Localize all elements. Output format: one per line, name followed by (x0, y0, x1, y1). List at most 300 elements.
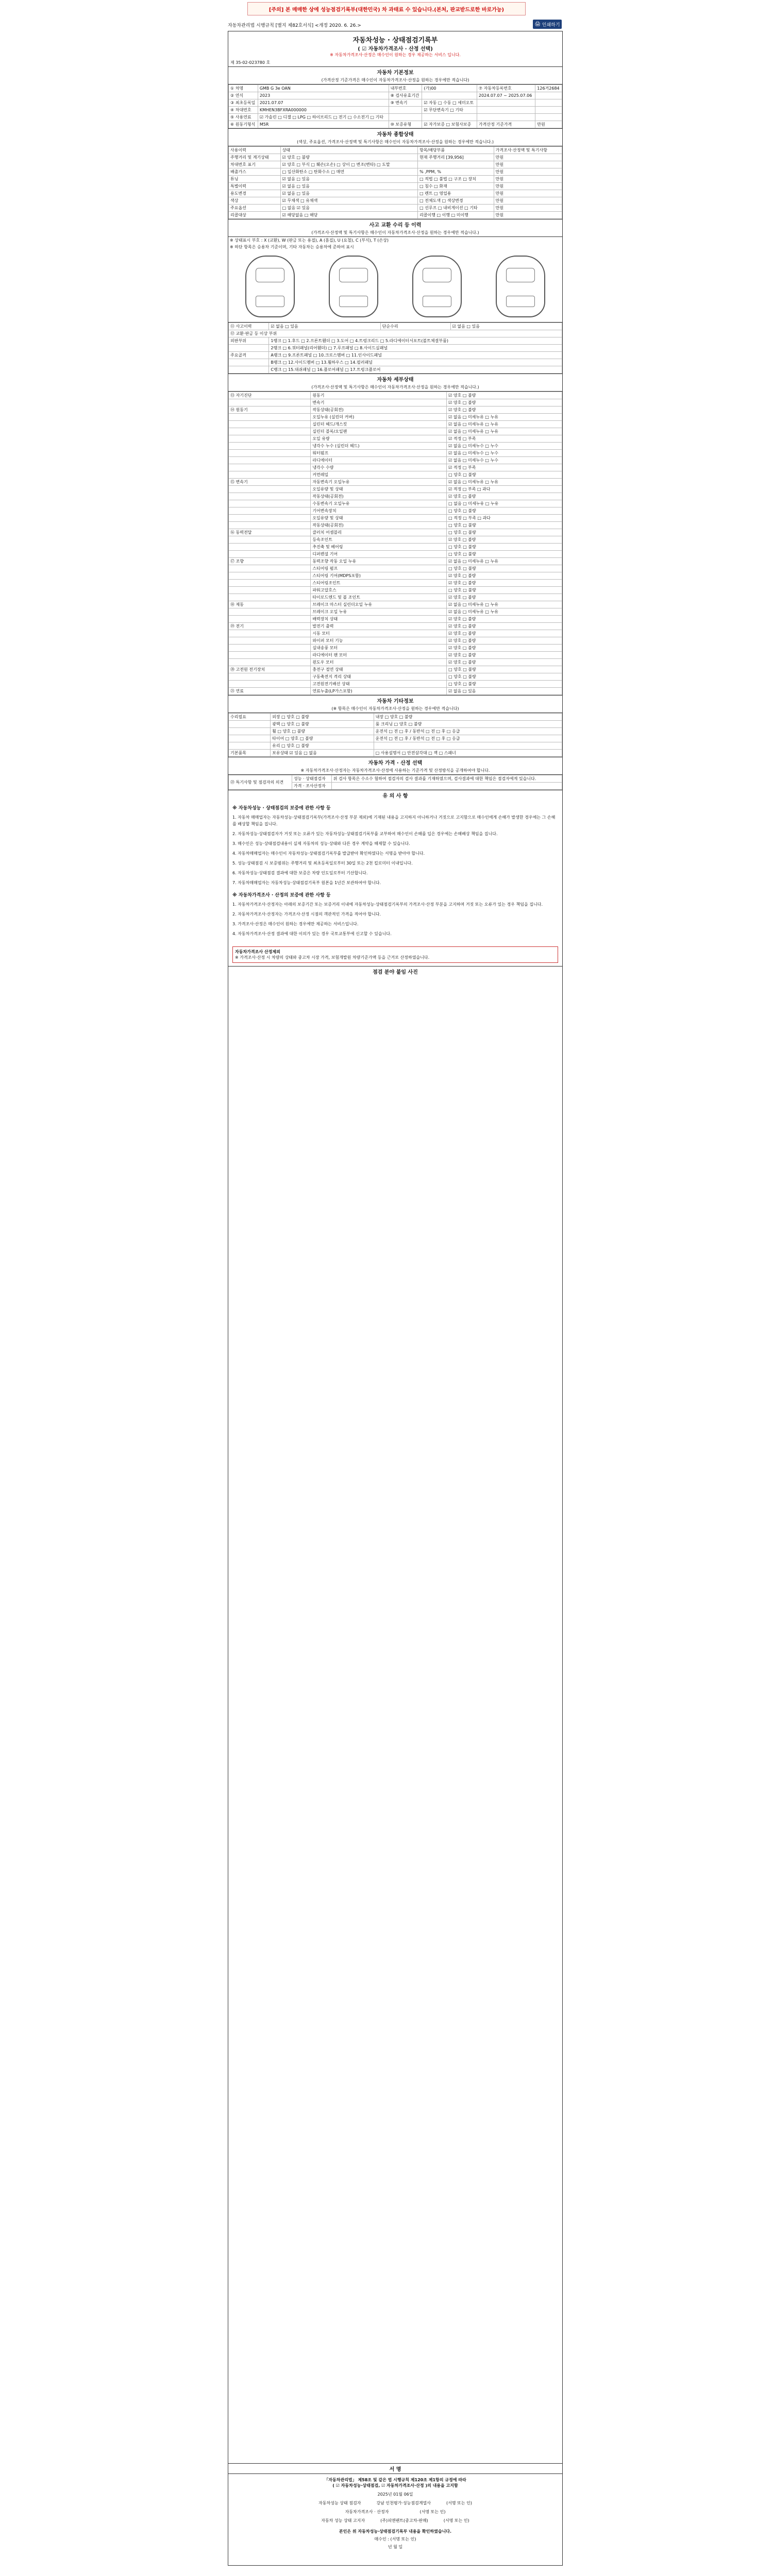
detail-cell: □ 양호 □ 불량 (447, 507, 562, 515)
state-row (229, 168, 562, 176)
detail-cell: ☑ 양호 □ 불량 (447, 392, 562, 399)
detail-cell: ☑ 없음 □ 미세누유 □ 누유 (447, 479, 562, 486)
buyer-sign: 매수인 : (서명 또는 인) (374, 2537, 416, 2541)
extra-cell: 유리 □ 양호 □ 불량 (271, 742, 374, 750)
state-row (229, 176, 562, 183)
detail-cell (229, 515, 311, 522)
detail-cell: ☑ 양호 □ 불량 (447, 406, 562, 414)
basic-cell: ☑ 가솔린 □ 디젤 □ LPG □ 하이브리드 □ 전기 □ 수소전기 □ 기타 (258, 114, 389, 121)
extra-sub: (※ 항목은 매수인이 자동차가격조사·산정을 원하는 경우에만 적습니다) (228, 705, 562, 713)
detail-cell: 클러치 어셈블리 (311, 529, 447, 536)
accident-section (228, 219, 562, 374)
extra-title: 자동차 기타정보 (377, 699, 414, 704)
detail-cell: ☑ 양호 □ 불량 (447, 623, 562, 630)
detail-row (229, 572, 562, 580)
basic-cell: ② 연식 (229, 92, 258, 99)
detail-row (229, 601, 562, 608)
signature-cell: (서명 또는 인) (419, 2510, 446, 2514)
basic-cell (535, 92, 562, 99)
extra-cell (229, 735, 271, 742)
basic-cell (477, 99, 535, 107)
detail-cell: 실내송풍 모터 (311, 645, 447, 652)
basic-row (229, 114, 562, 121)
extra-row (229, 714, 562, 721)
notice-body (228, 800, 562, 943)
signature-row (228, 2509, 562, 2515)
extra-cell (229, 742, 271, 750)
detail-cell: 냉각수 누수 (실린더 헤드) (311, 443, 447, 450)
detail-cell: ☑ 없음 □ 미세누수 □ 누수 (447, 450, 562, 457)
notice-list-2 (232, 901, 558, 937)
detail-row (229, 616, 562, 623)
detail-cell: ☑ 없음 □ 미세누유 □ 누유 (447, 608, 562, 616)
warning-banner: [주의] 본 매매한 상에 성능점검기록부(대한민국) 차 과태료 수 있습니다.(본처, 판교받드로한 바로가능) (247, 2, 526, 15)
record-number: 제 35-02-023780 호 (230, 60, 271, 65)
detail-table (228, 392, 562, 695)
detail-cell: 워터펌프 (311, 450, 447, 457)
extra-cell: 내장 □ 양호 □ 불량 (374, 714, 562, 721)
state-sub: (색상, 주요옵션, 가격조사·산정액 및 특기사항은 매수인이 자동차가격조사·산정을 원하는 경우에만 적습니다.) (228, 139, 562, 146)
basic-cell: 2021.07.07 (258, 99, 389, 107)
state-cell: □ 없음 ☑ 있음 (280, 205, 417, 212)
doc-form-title: 자동차관리법 시행규칙 [별지 제82호서식] <개정 2020. 6. 26.> (228, 23, 361, 28)
record-header (228, 31, 562, 60)
basic-cell (477, 107, 535, 114)
detail-cell (229, 652, 311, 659)
inspector-opinion: 위 검사 항목은 수소수 험하여 점검자의 검사 결과를 기재하였으며, 검사결과에 대한 책임은 점검자에게 있습니다. (331, 775, 562, 783)
detail-cell: ☑ 없음 □ 미세누수 □ 누수 (447, 457, 562, 464)
detail-cell (229, 414, 311, 421)
notice-item: 1. 자동차가격조사·산정자는 아래의 보증기간 또는 보증거리 이내에 자동차성능·상태점검기록부의 가격조사·산정 부분을 고지하며 거짓 또는 오류가 있는 경우 책임을 집니다. (232, 902, 543, 907)
extra-cell: 룸 크리닝 □ 양호 □ 불량 (374, 721, 562, 728)
state-cell (418, 161, 494, 168)
detail-cell: 작동상태(공회전) (311, 406, 447, 414)
detail-cell (229, 450, 311, 457)
detail-cell: □ 없음 □ 미세누유 □ 누유 (447, 500, 562, 507)
detail-row (229, 608, 562, 616)
extra-row (229, 750, 562, 757)
signature-title: 서 명 (228, 2464, 562, 2474)
detail-row (229, 457, 562, 464)
detail-row (229, 551, 562, 558)
parts-label: ⑫ 교환·판금 등 이상 부위 (229, 330, 562, 337)
signature-rows (228, 2500, 562, 2523)
extra-cell: 보유상태 ☑ 있음 □ 없음 (271, 750, 374, 757)
inspector-label: 성능 · 상태점검자 (292, 775, 332, 783)
state-row (229, 190, 562, 197)
signature-date: 2025년 01월 06일 (377, 2492, 413, 2497)
detail-cell: 스티어링조인트 (311, 580, 447, 587)
detail-cell: 고전원전기배선 상태 (311, 681, 447, 688)
detail-cell (229, 544, 311, 551)
detail-cell (229, 616, 311, 623)
opinion-label: ㉒ 특기사항 및 점검자의 의견 (229, 775, 292, 790)
detail-cell: 브레이크 마스터 실린더오일 누유 (311, 601, 447, 608)
basic-cell: 가격산정 기준가격 (477, 121, 535, 128)
state-cell: 만원 (494, 183, 562, 190)
notice-item: 4. 자동차가격조사·산정 결과에 대한 이의가 있는 경우 국토교통부에 신고할 수 있습니다. (232, 931, 392, 936)
detail-cell: ㉑ 연료 (229, 688, 311, 695)
print-button[interactable] (533, 20, 562, 29)
outer-label: 외판부위 (229, 337, 269, 345)
basic-cell: ⑤ 사용연료 (229, 114, 258, 121)
basic-info-table (228, 84, 562, 128)
detail-cell (229, 594, 311, 601)
state-cell: 항목/해당부품 (418, 147, 494, 154)
state-cell: 가격조사·산정액 및 특기사항 (494, 147, 562, 154)
detail-cell: 라디에이터 (311, 457, 447, 464)
car-right-view-icon (496, 256, 545, 317)
state-cell: 특별이력 (229, 183, 281, 190)
detail-cell: □ 양호 □ 불량 (447, 529, 562, 536)
detail-cell (229, 673, 311, 681)
state-cell: 주행거리 및 계기상태 (229, 154, 281, 161)
extra-row (229, 742, 562, 750)
detail-cell: □ 양호 □ 불량 (447, 471, 562, 479)
detail-row (229, 529, 562, 536)
opinion-table (228, 775, 562, 790)
detail-cell: ☑ 없음 □ 미세누유 □ 누유 (447, 428, 562, 435)
extra-cell: 운전석 □ 전 □ 후 / 동반석 □ 전 □ 후 □ 응급 (374, 735, 562, 742)
basic-cell: 내부번호 (389, 85, 422, 92)
extra-cell: □ 사용설명서 □ 안전삼각대 □ 잭 □ 스패너 (374, 750, 562, 757)
detail-cell: ☑ 양호 □ 불량 (447, 536, 562, 544)
detail-row (229, 479, 562, 486)
signature-cell: (서명 또는 인) (446, 2501, 472, 2505)
state-cell: 차대번호 표기 (229, 161, 281, 168)
state-row (229, 154, 562, 161)
detail-title: 자동차 세부상태 (377, 377, 414, 383)
detail-cell: 시동 모터 (311, 630, 447, 637)
extra-cell (229, 721, 271, 728)
detail-row (229, 399, 562, 406)
notice-item: 7. 자동차매매업자는 자동차성능·상태점검기록부 원본을 1년간 보관하여야 합니다. (232, 880, 381, 885)
detail-cell: 구동축전지 격리 상태 (311, 673, 447, 681)
detail-cell: 와이퍼 모터 기능 (311, 637, 447, 645)
detail-cell: 수동변속기 오일누유 (311, 500, 447, 507)
price-section (228, 757, 562, 790)
extra-cell: 휠 □ 양호 □ 불량 (271, 728, 374, 735)
main-rank-a: A랭크 □ 9.프론트패널 □ 10.크로스멤버 □ 11.인사이드패널 (269, 352, 562, 359)
basic-info-section (228, 66, 562, 128)
detail-cell: □ 양호 □ 불량 (447, 587, 562, 594)
basic-cell: M5R (258, 121, 389, 128)
signature-cell: (서명 또는 인) (443, 2518, 469, 2523)
state-cell: □ 렌트 □ 영업용 (418, 190, 494, 197)
detail-cell: □ 양호 □ 불량 (447, 522, 562, 529)
extra-table (228, 713, 562, 757)
detail-cell: ⑯ 동력전달 (229, 529, 311, 536)
detail-cell: ⑭ 원동기 (229, 406, 311, 414)
detail-cell: 디퍼렌셜 기어 (311, 551, 447, 558)
detail-cell: ☑ 적정 □ 부족 □ 과다 (447, 486, 562, 493)
detail-row (229, 515, 562, 522)
appraiser-label: 가격 · 조사산정자 (292, 783, 332, 790)
state-cell: ☑ 해당없음 □ 해당 (280, 212, 417, 219)
detail-row (229, 565, 562, 572)
simple-repair-label: 단순수리 (380, 323, 450, 330)
detail-cell (229, 421, 311, 428)
detail-cell: ⑬ 자기진단 (229, 392, 311, 399)
detail-row (229, 500, 562, 507)
signature-row (228, 2500, 562, 2506)
detail-cell: □ 양호 □ 불량 (447, 666, 562, 673)
detail-cell: □ 양호 □ 불량 (447, 544, 562, 551)
detail-cell: ☑ 양호 □ 불량 (447, 580, 562, 587)
detail-cell: 오일유량 및 상태 (311, 486, 447, 493)
detail-cell (229, 493, 311, 500)
detail-row (229, 421, 562, 428)
state-cell: 리콜대상 (229, 212, 281, 219)
detail-row (229, 392, 562, 399)
state-cell: ☑ 양호 □ 부식 □ 훼손(오손) □ 상이 □ 변조(변타) □ 도말 (280, 161, 417, 168)
state-cell: 배출가스 (229, 168, 281, 176)
detail-cell: 라디에이터 팬 모터 (311, 652, 447, 659)
detail-cell (229, 565, 311, 572)
detail-row (229, 471, 562, 479)
detail-cell: 충전구 절연 상태 (311, 666, 447, 673)
state-cell: □ 침수 □ 화재 (418, 183, 494, 190)
detail-cell (229, 500, 311, 507)
detail-cell: 오일유량 및 상태 (311, 515, 447, 522)
state-cell: 만원 (494, 197, 562, 205)
detail-cell: 변속기 (311, 399, 447, 406)
basic-cell (422, 92, 477, 99)
detail-cell: 배력장치 상태 (311, 616, 447, 623)
basic-cell: (가)00 (422, 85, 477, 92)
buyer-confirm: 본인은 위 자동차성능·상태점검기록부 내용을 확인하였습니다. (339, 2529, 452, 2534)
detail-cell (229, 399, 311, 406)
price-title: 자동차 가격 · 산정 선택 (368, 760, 423, 766)
detail-row (229, 637, 562, 645)
basic-cell (389, 107, 422, 114)
detail-cell: ☑ 적정 □ 부족 (447, 435, 562, 443)
detail-cell: ☑ 없음 □ 미세누유 □ 누유 (447, 414, 562, 421)
detail-cell: 원동기 (311, 392, 447, 399)
detail-row (229, 659, 562, 666)
detail-cell: 스티어링 기어(MDPS포함) (311, 572, 447, 580)
detail-cell: 작동상태(공회전) (311, 522, 447, 529)
state-cell: 만원 (494, 190, 562, 197)
notice-title: 유 의 사 항 (382, 793, 408, 799)
basic-cell (422, 114, 477, 121)
detail-cell (229, 681, 311, 688)
detail-cell (229, 608, 311, 616)
extra-cell: 외장 □ 양호 □ 불량 (271, 714, 374, 721)
detail-row (229, 493, 562, 500)
detail-cell: ☑ 양호 □ 불량 (447, 594, 562, 601)
extra-cell (229, 728, 271, 735)
basic-cell: GMB G 3e OAN (258, 85, 389, 92)
state-row (229, 161, 562, 168)
state-cell: 상태 (280, 147, 417, 154)
detail-row (229, 435, 562, 443)
accident-legend-2: ※ 하단 항목은 승용차 기준이며, 기타 자동차는 승용차에 준하여 표시 (230, 245, 354, 249)
state-cell: 만원 (494, 212, 562, 219)
extra-cell: 타이어 □ 양호 □ 불량 (271, 735, 374, 742)
detail-cell: 발전기 출력 (311, 623, 447, 630)
state-cell: 만원 (494, 168, 562, 176)
detail-cell: □ 양호 □ 불량 (447, 565, 562, 572)
signature-cell: 자동차성능 상태 점검자 (318, 2501, 361, 2505)
detail-cell (229, 486, 311, 493)
notice-list-1 (232, 814, 558, 886)
detail-cell: □ 양호 □ 불량 (447, 551, 562, 558)
basic-cell: KMHEN3BFXRA000000 (258, 107, 389, 114)
detail-row (229, 630, 562, 637)
extra-row (229, 721, 562, 728)
detail-cell: ☑ 없음 □ 미세누유 □ 누유 (447, 558, 562, 565)
detail-cell: 추진축 및 베어링 (311, 544, 447, 551)
basic-cell (535, 107, 562, 114)
detail-cell: □ 적정 □ 부족 □ 과다 (447, 515, 562, 522)
detail-cell (229, 507, 311, 515)
simple-repair-value: ☑ 없음 □ 있음 (450, 323, 562, 330)
detail-cell (229, 637, 311, 645)
state-cell: ☑ 없음 □ 있음 (280, 183, 417, 190)
basic-cell: ⑦ 자동차등록번호 (477, 85, 535, 92)
signature-section (228, 2463, 562, 2550)
state-cell: 만원 (494, 176, 562, 183)
state-cell: 색상 (229, 197, 281, 205)
state-row (229, 205, 562, 212)
detail-cell: □ 양호 □ 불량 (447, 673, 562, 681)
basic-row (229, 92, 562, 99)
accident-table (228, 323, 562, 374)
detail-cell: 실린더 헤드/개스킷 (311, 421, 447, 428)
notice-item: 3. 가격조사·산정은 매수인이 원하는 경우에만 제공하는 서비스입니다. (232, 922, 359, 926)
state-cell: □ 일산화탄소 □ 탄화수소 □ 매연 (280, 168, 417, 176)
detail-row (229, 486, 562, 493)
detail-cell (229, 572, 311, 580)
state-cell: 튜닝 (229, 176, 281, 183)
basic-cell: ⑨ 변속기 (389, 99, 422, 107)
detail-cell: 스티어링 펌프 (311, 565, 447, 572)
detail-section (228, 374, 562, 695)
detail-cell (229, 580, 311, 587)
detail-row (229, 623, 562, 630)
extra-section (228, 695, 562, 757)
main-rank-c: C랭크 □ 15.대쉬패널 □ 16.플로어패널 □ 17.트렁크플로어 (269, 366, 562, 374)
state-cell: □ 전체도색 □ 색상변경 (418, 197, 494, 205)
state-table (228, 146, 562, 219)
notice-item: 3. 매수인은 성능·상태점검내용이 실제 자동차의 성능·상태와 다른 경우 계약을 해제할 수 있습니다. (232, 841, 410, 846)
basic-row (229, 85, 562, 92)
extra-cell: 수리필요 (229, 714, 271, 721)
inspection-record (228, 31, 563, 2566)
print-label: 인쇄하기 (542, 22, 560, 28)
state-cell: 현재 주행거리 [39,956] (418, 154, 494, 161)
detail-cell: ☑ 적정 □ 부족 (447, 464, 562, 471)
exclusion-text: ※ 가격조사·산정 시 차량의 상태와 중고차 시장 가격, 보험개발원 차량기준가액 등을 근거로 산정하였습니다. (235, 955, 430, 960)
state-row (229, 212, 562, 219)
detail-cell (229, 587, 311, 594)
detail-cell: 기어변속장치 (311, 507, 447, 515)
car-diagram (228, 250, 562, 323)
basic-row (229, 99, 562, 107)
signature-cell: (주)피앤랜트(중고차-판매) (380, 2518, 428, 2523)
detail-cell: ☑ 양호 □ 불량 (447, 659, 562, 666)
detail-cell: ☑ 양호 □ 불량 (447, 645, 562, 652)
basic-cell: ① 차명 (229, 85, 258, 92)
detail-cell (229, 435, 311, 443)
detail-cell: 연료누출(LP가스포함) (311, 688, 447, 695)
detail-row (229, 587, 562, 594)
appraisal-exclusion-box (232, 946, 558, 963)
basic-cell: ③ 최초등록일 (229, 99, 258, 107)
detail-row (229, 464, 562, 471)
detail-row (229, 580, 562, 587)
detail-cell (229, 464, 311, 471)
state-title: 자동차 종합상태 (377, 132, 414, 138)
notice-heading-1: ※ 자동차성능 · 상태점검의 보증에 관한 사항 등 (232, 806, 331, 811)
detail-cell (229, 471, 311, 479)
state-cell: % ,PPM, % (418, 168, 494, 176)
detail-cell (229, 551, 311, 558)
detail-cell: 타이로드엔드 및 볼 조인트 (311, 594, 447, 601)
detail-cell: 커먼레일 (311, 471, 447, 479)
state-cell: 만원 (494, 161, 562, 168)
detail-cell: ☑ 없음 □ 미세누유 □ 누유 (447, 421, 562, 428)
signature-law: 「자동차관리법」 제58조 및 같은 법 시행규칙 제120조 제1항의 규정에 따라 (324, 2478, 466, 2482)
state-cell: 만원 (494, 154, 562, 161)
detail-cell: ☑ 양호 □ 불량 (447, 652, 562, 659)
basic-cell: ☑ 자가보증 □ 보험사보증 (422, 121, 477, 128)
detail-row (229, 414, 562, 421)
detail-cell (229, 659, 311, 666)
notice-heading-2: ※ 자동차가격조사 · 산정의 보증에 관한 사항 등 (232, 893, 331, 898)
detail-row (229, 544, 562, 551)
detail-cell: ⑰ 조향 (229, 558, 311, 565)
detail-cell: 브레이크 오일 누유 (311, 608, 447, 616)
state-cell: 만원 (494, 205, 562, 212)
detail-row (229, 673, 562, 681)
state-cell: 리콜이행 □ 이행 □ 미이행 (418, 212, 494, 219)
signature-cell: 자동차가격조사 · 산정자 (345, 2510, 389, 2514)
signature-row (228, 2518, 562, 2523)
detail-cell: 등속조인트 (311, 536, 447, 544)
detail-row (229, 558, 562, 565)
basic-cell: 만원 (535, 121, 562, 128)
detail-cell: ⑲ 전기 (229, 623, 311, 630)
state-row (229, 183, 562, 190)
notice-item: 2. 자동차가격조사·산정자는 가격조사·산정 시점의 객관적인 가격을 적어야 합니다. (232, 912, 381, 917)
detail-cell: ☑ 양호 □ 불량 (447, 630, 562, 637)
state-cell: □ 적법 □ 불법 □ 구조 □ 장치 (418, 176, 494, 183)
detail-cell: 오일누유 (실린더 커버) (311, 414, 447, 421)
detail-sub: (가격조사·산정액 및 특기사항은 매수인이 자동차가격조사·산정을 원하는 경우에만 적습니다.) (228, 384, 562, 392)
state-row (229, 197, 562, 205)
notice-item: 2. 자동차성능·상태점검자가 거짓 또는 오류가 있는 자동차성능·상태점검기록부를 교부하여 매수인이 손해를 입은 경우에는 손해배상 책임을 집니다. (232, 832, 498, 836)
accident-legend: ※ 상태표시 부호 : X (교환), W (판금 또는 용접), A (흠집), U (요철), C (부식), T (손상) (230, 238, 389, 243)
basic-cell (389, 114, 422, 121)
detail-cell: ☑ 양호 □ 불량 (447, 572, 562, 580)
signature-scope: ( ☑ 자동차성능·상태점검, ☑ 자동차가격조사·산정 )의 내용을 고지함 (332, 2483, 458, 2488)
detail-cell: ⑱ 제동 (229, 601, 311, 608)
basic-cell: ⑧ 검사유효기간 (389, 92, 422, 99)
detail-cell (229, 536, 311, 544)
notice-item: 1. 자동차 매매업자는 자동차성능·상태점검기록부(가격조사·산정 부분 제외)에 기재된 내용을 고지하지 아니하거나 거짓으로 고지함으로 매수인에게 손해가 발생한 경우에는 그 손해를 배상할 책임을 집니다. (232, 815, 556, 826)
detail-cell: ☑ 양호 □ 불량 (447, 399, 562, 406)
detail-cell: 자동변속기 오일누유 (311, 479, 447, 486)
car-left-view-icon (245, 256, 295, 317)
basic-row (229, 121, 562, 128)
detail-row (229, 594, 562, 601)
detail-cell: 오일 유량 (311, 435, 447, 443)
detail-row (229, 507, 562, 515)
detail-cell: 실린더 블록/오일팬 (311, 428, 447, 435)
extra-cell: 기본품목 (229, 750, 271, 757)
